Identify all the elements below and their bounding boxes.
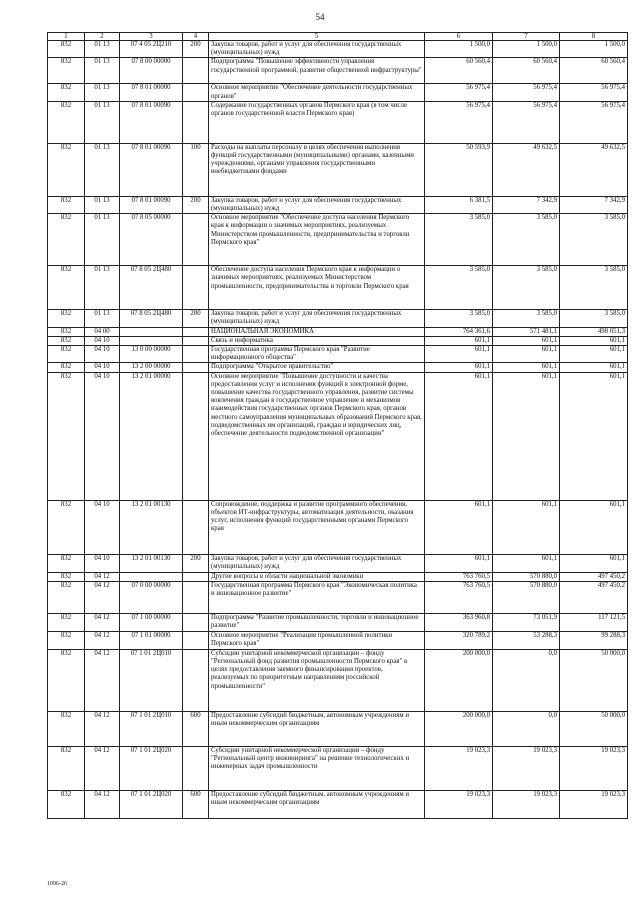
cell-expense-type — [183, 327, 209, 336]
cell-expense-type — [183, 581, 209, 613]
table-row — [48, 363, 628, 372]
cell-expense-type: 200 — [183, 41, 209, 58]
cell-description: Основное мероприятие "Повышение доступности и качества предоставления услуг и исполнения функций в электронной форме, повышение качества государственного управления, развитие системы вовлечения граждан в государственное управление и механизмов взаимодействия государственных органов Пермского края, органов местного самоуправления муниципальных образований Пермского края, подведомственных им организаций, граждан и юридических лиц, обеспечение деятельности подведомственной организации" — [209, 372, 425, 500]
cell-target-article: 07 1 01 00000 — [120, 631, 183, 649]
cell-section-code: 01 13 — [85, 41, 120, 58]
cell-amount-year-2: 601,1 — [493, 336, 560, 345]
table-row — [48, 327, 628, 336]
footer-code: 1096-26 — [47, 881, 67, 887]
cell-admin-code: 832 — [48, 581, 85, 613]
cell-admin-code: 832 — [48, 711, 85, 746]
cell-target-article: 13 2 01 00130 — [120, 554, 183, 572]
cell-expense-type: 200 — [183, 310, 209, 327]
cell-admin-code: 832 — [48, 196, 85, 213]
cell-section-code: 04 12 — [85, 790, 120, 818]
cell-description: Закупка товаров, работ и услуг для обеспечения государственных (муниципальных) нужд — [209, 310, 425, 327]
column-header-4: 4 — [183, 33, 209, 41]
cell-target-article: 07 8 05 2Ц480 — [120, 266, 183, 310]
cell-target-article — [120, 572, 183, 581]
cell-section-code: 01 13 — [85, 196, 120, 213]
cell-expense-type — [183, 336, 209, 345]
cell-expense-type — [183, 631, 209, 649]
cell-description: Связь и информатика — [209, 336, 425, 345]
table-row — [48, 214, 628, 266]
cell-section-code: 01 13 — [85, 143, 120, 196]
cell-section-code: 04 10 — [85, 346, 120, 363]
cell-target-article: 07 0 00 00000 — [120, 581, 183, 613]
cell-admin-code: 832 — [48, 500, 85, 554]
cell-section-code: 04 12 — [85, 649, 120, 711]
cell-target-article — [120, 336, 183, 345]
cell-description: Закупка товаров, работ и услуг для обеспечения государственных (муниципальных) нужд — [209, 41, 425, 58]
cell-section-code: 04 10 — [85, 500, 120, 554]
cell-section-code: 01 13 — [85, 214, 120, 266]
cell-description: Сопровождение, поддержка и развитие программного обеспечения, объектов ИТ-инфраструктуры, автоматизация деятельности, оказания услуг, исполнения функций государственными органами Пермского края — [209, 500, 425, 554]
cell-amount-year-2: 19 023,3 — [493, 746, 560, 790]
cell-expense-type — [183, 649, 209, 711]
cell-description: Обеспечение доступа населения Пермского края к информации о значимых мероприятиях, реализуемых Министерством промышленности, предпринимательства и торговли Пермского края — [209, 266, 425, 310]
cell-section-code: 04 12 — [85, 711, 120, 746]
cell-amount-year-3: 56 975,4 — [560, 101, 628, 143]
cell-admin-code: 832 — [48, 554, 85, 572]
cell-expense-type — [183, 214, 209, 266]
cell-amount-year-1: 363 960,8 — [425, 613, 493, 631]
cell-amount-year-3: 49 632,5 — [560, 143, 628, 196]
cell-amount-year-1: 601,1 — [425, 336, 493, 345]
cell-expense-type — [183, 58, 209, 84]
cell-description: Подпрограмма "Развитие промышленности, торговли и инновационное развитие" — [209, 613, 425, 631]
cell-description: Подпрограмма "Открытое правительство" — [209, 363, 425, 372]
cell-expense-type — [183, 84, 209, 101]
cell-admin-code: 832 — [48, 41, 85, 58]
cell-amount-year-3: 601,1 — [560, 372, 628, 500]
cell-admin-code: 832 — [48, 572, 85, 581]
cell-amount-year-2: 601,1 — [493, 372, 560, 500]
cell-amount-year-3: 50 000,0 — [560, 711, 628, 746]
cell-target-article: 07 8 05 2Ц480 — [120, 310, 183, 327]
table-body — [48, 41, 628, 819]
table-row — [48, 58, 628, 84]
cell-amount-year-2: 56 975,4 — [493, 84, 560, 101]
cell-amount-year-1: 200 000,0 — [425, 649, 493, 711]
cell-amount-year-2: 3 585,0 — [493, 214, 560, 266]
table-row — [48, 84, 628, 101]
cell-admin-code: 832 — [48, 649, 85, 711]
cell-expense-type: 100 — [183, 143, 209, 196]
cell-expense-type: 200 — [183, 554, 209, 572]
cell-section-code: 04 10 — [85, 554, 120, 572]
cell-section-code: 04 00 — [85, 327, 120, 336]
cell-amount-year-3: 3 585,0 — [560, 266, 628, 310]
cell-admin-code: 832 — [48, 363, 85, 372]
cell-amount-year-2: 19 023,3 — [493, 790, 560, 818]
cell-amount-year-3: 497 450,2 — [560, 572, 628, 581]
cell-target-article: 07 8 01 00000 — [120, 84, 183, 101]
cell-section-code: 04 10 — [85, 363, 120, 372]
budget-table — [47, 32, 628, 819]
cell-description: Предоставление субсидий бюджетным, автономным учреждениям и иным некоммерческим организациям — [209, 711, 425, 746]
cell-target-article: 07 8 00 00000 — [120, 58, 183, 84]
table-row — [48, 196, 628, 213]
column-header-8: 8 — [560, 33, 628, 41]
cell-description: Другие вопросы в области национальной экономики — [209, 572, 425, 581]
cell-section-code: 04 12 — [85, 581, 120, 613]
cell-target-article: 07 8 05 00000 — [120, 214, 183, 266]
cell-section-code: 01 13 — [85, 58, 120, 84]
cell-expense-type — [183, 372, 209, 500]
cell-amount-year-3: 19 023,3 — [560, 746, 628, 790]
cell-admin-code: 832 — [48, 790, 85, 818]
cell-amount-year-1: 601,1 — [425, 554, 493, 572]
cell-target-article: 07 8 01 00090 — [120, 101, 183, 143]
cell-target-article: 07 4 05 2Ц210 — [120, 41, 183, 58]
column-header-1: 1 — [48, 33, 85, 41]
cell-target-article — [120, 327, 183, 336]
cell-expense-type: 200 — [183, 196, 209, 213]
cell-amount-year-3: 601,1 — [560, 346, 628, 363]
cell-amount-year-2: 7 342,9 — [493, 196, 560, 213]
cell-target-article: 07 8 01 00090 — [120, 196, 183, 213]
cell-amount-year-1: 601,1 — [425, 372, 493, 500]
cell-amount-year-2: 601,1 — [493, 554, 560, 572]
cell-amount-year-3: 497 450,2 — [560, 581, 628, 613]
cell-amount-year-1: 3 585,0 — [425, 266, 493, 310]
cell-expense-type — [183, 363, 209, 372]
cell-amount-year-2: 601,1 — [493, 363, 560, 372]
cell-section-code: 04 10 — [85, 336, 120, 345]
cell-amount-year-3: 50 000,0 — [560, 649, 628, 711]
cell-amount-year-2: 1 500,0 — [493, 41, 560, 58]
cell-section-code: 01 13 — [85, 84, 120, 101]
cell-section-code: 01 13 — [85, 266, 120, 310]
cell-amount-year-3: 1 500,0 — [560, 41, 628, 58]
table-row — [48, 581, 628, 613]
cell-description: Основное мероприятие "Обеспечение доступа населения Пермского края к информации о значимых мероприятиях, реализуемых Министерством промышленности, предпринимательства и торговли Пермского края" — [209, 214, 425, 266]
cell-amount-year-1: 763 760,5 — [425, 581, 493, 613]
cell-amount-year-2: 570 880,0 — [493, 572, 560, 581]
cell-amount-year-3: 117 121,5 — [560, 613, 628, 631]
cell-admin-code: 832 — [48, 58, 85, 84]
cell-amount-year-3: 19 023,3 — [560, 790, 628, 818]
cell-section-code: 04 12 — [85, 572, 120, 581]
cell-amount-year-2: 60 560,4 — [493, 58, 560, 84]
cell-amount-year-3: 56 975,4 — [560, 84, 628, 101]
cell-section-code: 04 10 — [85, 372, 120, 500]
cell-amount-year-1: 19 023,3 — [425, 746, 493, 790]
cell-amount-year-3: 3 585,0 — [560, 310, 628, 327]
table-row — [48, 746, 628, 790]
cell-section-code: 04 12 — [85, 631, 120, 649]
cell-amount-year-2: 570 880,0 — [493, 581, 560, 613]
cell-expense-type: 600 — [183, 711, 209, 746]
cell-amount-year-1: 56 975,4 — [425, 84, 493, 101]
cell-amount-year-3: 60 560,4 — [560, 58, 628, 84]
cell-expense-type — [183, 572, 209, 581]
cell-amount-year-1: 56 975,4 — [425, 101, 493, 143]
cell-amount-year-3: 498 051,3 — [560, 327, 628, 336]
cell-admin-code: 832 — [48, 372, 85, 500]
cell-admin-code: 832 — [48, 101, 85, 143]
cell-admin-code: 832 — [48, 266, 85, 310]
column-header-5: 5 — [209, 33, 425, 41]
cell-amount-year-1: 200 000,0 — [425, 711, 493, 746]
cell-description: Основное мероприятие "Обеспечение деятельности государственных органов" — [209, 84, 425, 101]
cell-admin-code: 832 — [48, 327, 85, 336]
cell-amount-year-1: 50 593,9 — [425, 143, 493, 196]
cell-amount-year-1: 3 585,0 — [425, 214, 493, 266]
table-row — [48, 554, 628, 572]
cell-target-article: 07 1 01 2Ц020 — [120, 746, 183, 790]
cell-description: НАЦИОНАЛЬНАЯ ЭКОНОМИКА — [209, 327, 425, 336]
cell-description: Субсидии унитарной некоммерческой организации – фонду "Региональный фонд развития промышленности Пермского края" в целях предоставления заемного финансирования проектов, реализуемых по приоритетным направлениям российской промышленности" — [209, 649, 425, 711]
cell-amount-year-2: 56 975,4 — [493, 101, 560, 143]
cell-description: Подпрограмма "Повышение эффективности управления государственной программой, развитие общественной инфраструктуры" — [209, 58, 425, 84]
cell-description: Расходы на выплаты персоналу в целях обеспечения выполнения функций государственными (муниципальными) органами, казенными учреждениями, органами управления государственными внебюджетными фондами — [209, 143, 425, 196]
cell-expense-type — [183, 613, 209, 631]
cell-amount-year-3: 601,1 — [560, 336, 628, 345]
cell-amount-year-2: 73 051,9 — [493, 613, 560, 631]
cell-target-article: 07 1 00 00000 — [120, 613, 183, 631]
cell-amount-year-1: 601,1 — [425, 346, 493, 363]
table-row — [48, 572, 628, 581]
table-row — [48, 613, 628, 631]
cell-admin-code: 832 — [48, 84, 85, 101]
cell-target-article: 07 1 01 2Ц010 — [120, 711, 183, 746]
cell-expense-type — [183, 746, 209, 790]
cell-description: Закупка товаров, работ и услуг для обеспечения государственных (муниципальных) нужд — [209, 196, 425, 213]
cell-section-code: 04 12 — [85, 746, 120, 790]
cell-amount-year-1: 3 585,0 — [425, 310, 493, 327]
table-row — [48, 790, 628, 818]
cell-amount-year-3: 7 342,9 — [560, 196, 628, 213]
cell-target-article: 07 1 01 2Ц020 — [120, 790, 183, 818]
cell-target-article: 07 1 01 2Ц010 — [120, 649, 183, 711]
cell-amount-year-2: 3 585,0 — [493, 310, 560, 327]
cell-section-code: 01 13 — [85, 310, 120, 327]
table-row — [48, 649, 628, 711]
cell-admin-code: 832 — [48, 613, 85, 631]
cell-amount-year-1: 763 760,5 — [425, 572, 493, 581]
cell-amount-year-1: 601,1 — [425, 363, 493, 372]
cell-amount-year-2: 0,0 — [493, 711, 560, 746]
cell-amount-year-2: 53 288,3 — [493, 631, 560, 649]
cell-expense-type — [183, 346, 209, 363]
table-row — [48, 711, 628, 746]
table-row — [48, 101, 628, 143]
table-row — [48, 310, 628, 327]
cell-target-article: 13 2 00 00000 — [120, 363, 183, 372]
table-header-row — [48, 33, 628, 41]
cell-section-code: 04 12 — [85, 613, 120, 631]
cell-amount-year-1: 6 381,5 — [425, 196, 493, 213]
table-row — [48, 266, 628, 310]
cell-target-article: 13 0 00 00000 — [120, 346, 183, 363]
column-header-2: 2 — [85, 33, 120, 41]
cell-description: Закупка товаров, работ и услуг для обеспечения государственных (муниципальных) нужд — [209, 554, 425, 572]
cell-admin-code: 832 — [48, 310, 85, 327]
cell-amount-year-2: 0,0 — [493, 649, 560, 711]
cell-target-article: 13 2 01 00130 — [120, 500, 183, 554]
cell-expense-type — [183, 500, 209, 554]
cell-admin-code: 832 — [48, 336, 85, 345]
cell-section-code: 01 13 — [85, 101, 120, 143]
table-row — [48, 41, 628, 58]
cell-amount-year-1: 320 789,2 — [425, 631, 493, 649]
table-row — [48, 346, 628, 363]
cell-description: Субсидии унитарной некоммерческой организации – фонду "Региональный центр инжиниринга" на решение технологических и инженерных задач промышленности — [209, 746, 425, 790]
cell-admin-code: 832 — [48, 346, 85, 363]
table-row — [48, 143, 628, 196]
cell-amount-year-2: 601,1 — [493, 500, 560, 554]
cell-description: Содержание государственных органов Пермского края (в том числе органов государственной власти Пермского края) — [209, 101, 425, 143]
cell-amount-year-1: 19 023,3 — [425, 790, 493, 818]
cell-amount-year-3: 601,1 — [560, 363, 628, 372]
cell-amount-year-2: 571 481,1 — [493, 327, 560, 336]
cell-description: Государственная программа Пермского края "Экономическая политика и инновационное развитие" — [209, 581, 425, 613]
column-header-6: 6 — [425, 33, 493, 41]
cell-amount-year-1: 764 361,6 — [425, 327, 493, 336]
cell-amount-year-2: 49 632,5 — [493, 143, 560, 196]
cell-admin-code: 832 — [48, 214, 85, 266]
cell-expense-type — [183, 101, 209, 143]
table-row — [48, 372, 628, 500]
cell-amount-year-3: 3 585,0 — [560, 214, 628, 266]
cell-description: Государственная программа Пермского края "Развитие информационного общества" — [209, 346, 425, 363]
cell-amount-year-3: 99 288,3 — [560, 631, 628, 649]
cell-amount-year-1: 60 560,4 — [425, 58, 493, 84]
cell-amount-year-1: 1 500,0 — [425, 41, 493, 58]
cell-description: Основное мероприятие "Реализация промышленной политики Пермского края" — [209, 631, 425, 649]
cell-admin-code: 832 — [48, 143, 85, 196]
table-row — [48, 336, 628, 345]
cell-admin-code: 832 — [48, 631, 85, 649]
cell-description: Предоставление субсидий бюджетным, автономным учреждениям и иным некоммерческим организациям — [209, 790, 425, 818]
cell-expense-type — [183, 266, 209, 310]
page-number: 54 — [315, 12, 325, 22]
cell-amount-year-3: 601,1 — [560, 500, 628, 554]
cell-amount-year-2: 3 585,0 — [493, 266, 560, 310]
cell-amount-year-1: 601,1 — [425, 500, 493, 554]
column-header-7: 7 — [493, 33, 560, 41]
table-row — [48, 500, 628, 554]
table-row — [48, 631, 628, 649]
cell-amount-year-3: 601,1 — [560, 554, 628, 572]
cell-target-article: 13 2 01 00000 — [120, 372, 183, 500]
cell-admin-code: 832 — [48, 746, 85, 790]
cell-expense-type: 600 — [183, 790, 209, 818]
column-header-3: 3 — [120, 33, 183, 41]
cell-amount-year-2: 601,1 — [493, 346, 560, 363]
cell-target-article: 07 8 01 00090 — [120, 143, 183, 196]
